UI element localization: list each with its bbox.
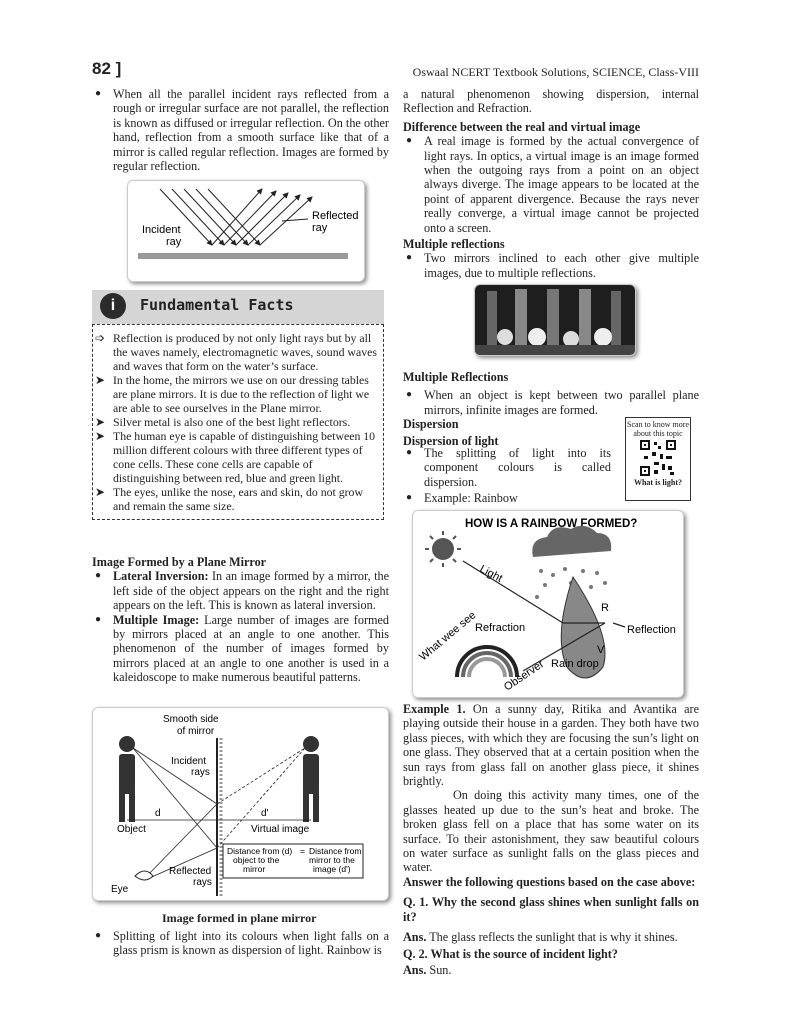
eye-label: Eye <box>111 884 129 895</box>
running-header: Oswaal NCERT Textbook Solutions, SCIENCE, Class-VIII <box>412 65 699 79</box>
question-1: Q. 1. Why the second glass shines when sunlight falls on it? <box>403 895 699 924</box>
right-column-top <box>403 87 699 280</box>
answer-1 <box>403 930 699 944</box>
what-we-see-label: What wee see <box>417 609 479 664</box>
qr-topic-label: What is light? <box>633 478 682 487</box>
page-number: 82 ] <box>92 59 122 78</box>
fundamental-facts-body <box>92 324 384 520</box>
rainbow-diagram <box>413 511 683 697</box>
fact-item: ➤ In the home, the mirrors we use on our dressing tables are plane mirrors. It is due to the reflection of light we are able to see ourselves in the Plane mirror. <box>107 373 379 415</box>
reflected-ray-label: ray <box>312 222 328 234</box>
continued-text: a natural phenomenon showing dispersion, internal Reflection and Refraction. <box>403 87 699 116</box>
multiple-image-item <box>92 613 389 685</box>
fact-item: ➤ The eyes, unlike the nose, ears and skin, do not grow and remain the same size. <box>107 485 379 513</box>
plane-mirror-diagram <box>93 708 388 900</box>
d-prime-label: d' <box>261 808 269 819</box>
question-2: Q. 2. What is the source of incident light? <box>403 946 618 961</box>
ans-text: Sun. <box>426 962 452 977</box>
rainbow-icon <box>457 647 517 677</box>
rainbow-figure <box>412 510 684 698</box>
plane-mirror-figure <box>92 707 389 901</box>
distance-text: Distance from (d) <box>227 846 293 856</box>
answer-heading: Answer the following questions based on the case above: <box>403 874 696 889</box>
reflection-label: Reflection <box>627 624 676 636</box>
parallel-mirrors-item: ● When an object is kept between two parallel plane mirrors, infinite images are formed. <box>403 388 699 417</box>
mirror-photo-image <box>475 285 635 355</box>
ans-text: The glass reflects the sunlight that is why it shines. <box>426 930 678 945</box>
dispersion-list <box>403 446 611 506</box>
term-label: Multiple Image: <box>113 612 200 627</box>
rays-label: rays <box>193 877 212 888</box>
lateral-inversion-item <box>92 569 389 612</box>
qr-code-box[interactable] <box>625 417 691 501</box>
fundamental-facts-box <box>92 290 384 520</box>
d-label: d <box>155 808 161 819</box>
object-label: Object <box>117 824 146 835</box>
dispersion-item: ● The splitting of light into its component colours is called dispersion. <box>403 446 611 489</box>
of-mirror-label: of mirror <box>177 726 215 737</box>
example-text: On a sunny day, Ritika and Avantika are playing outside their house in a garden. They both have two glass pieces, with which they are focusing the sun’s light on one glass. They observed that at a certain position when the sun rays from glass fall on another glass piece, it shines brightly. <box>403 702 699 789</box>
incident-ray-label: ray <box>166 236 182 248</box>
observer-label: Observer <box>501 658 547 694</box>
reflection-paragraph: ● When all the parallel incident rays reflected from a rough or irregular surface are not parallel, the reflection is known as diffused or irregular reflection. On the other hand, reflection from a smooth surface like that of a mirror is called regular reflection. Images are formed by regular reflection. <box>92 87 389 173</box>
term-label: Lateral Inversion: <box>113 569 209 584</box>
example-section <box>403 702 699 977</box>
example-paragraph-2: On doing this activity many times, one of the glasses heated up due to the sun’s heat and broke. The broken glass fell on a place that has some water on its surface. To their astonishment, they saw beautiful colours on water surface as sunlight falls on the glass pieces and water. <box>403 788 699 875</box>
left-column-top <box>92 87 389 173</box>
distance-text: mirror to the <box>309 855 355 865</box>
figure-caption: Image formed in plane mirror <box>162 911 317 925</box>
rays-label: rays <box>191 767 210 778</box>
section-heading: Multiple Reflections <box>403 370 509 384</box>
real-virtual-item: ● A real image is formed by the actual convergence of light rays. In optics, a virtual image is an image formed when the outgoing rays from a point on an object always diverge. The image appears to be located at the point of apparent divergence. Because the rays never really converge, a virtual image cannot be projected onto a screen. <box>403 134 699 235</box>
plane-mirror-section <box>92 555 389 685</box>
section-heading: Difference between the real and virtual image <box>403 119 641 134</box>
incident-label: Incident <box>142 224 181 236</box>
distance-text: mirror <box>243 864 266 874</box>
incident-label: Incident <box>171 756 207 767</box>
virtual-image-label: Virtual image <box>251 824 310 835</box>
v-label: V <box>597 644 605 656</box>
fact-item: ➤ Silver metal is also one of the best light reflectors. <box>107 415 379 429</box>
fact-item: ➩ Reflection is produced by not only light rays but by all the waves namely, electromagnetic waves, sound waves and waves that form on the water’s surface. <box>107 331 379 373</box>
reflected-label: Reflected <box>169 866 212 877</box>
equals-sign: = <box>300 846 305 856</box>
example-paragraph <box>403 702 699 788</box>
smooth-side-label: Smooth side <box>163 714 219 725</box>
distance-text: Distance from <box>309 846 362 856</box>
term-text: In an image formed by a mirror, the left side of the object appears on the right and the right appears on the left. This is known as lateral inversion. <box>113 569 389 613</box>
qr-caption: Scan to know more about this topic <box>627 420 689 438</box>
qr-code-icon[interactable] <box>640 440 676 476</box>
reflection-diagram <box>128 181 364 281</box>
fundamental-facts-title: Fundamental Facts <box>140 296 294 314</box>
distance-text: image (d') <box>313 864 351 874</box>
rainbow-example-item: ● Example: Rainbow <box>403 491 611 505</box>
section-heading: Dispersion <box>403 417 459 432</box>
cloud-icon <box>532 526 611 557</box>
answer-2 <box>403 963 699 977</box>
sun-icon <box>425 531 461 567</box>
reflected-label: Reflected <box>312 210 359 222</box>
mirror-photo <box>474 284 636 356</box>
rainbow-title: HOW IS A RAINBOW FORMED? <box>465 518 638 530</box>
section-heading: Multiple reflections <box>403 237 505 252</box>
left-column-bottom <box>92 929 389 958</box>
ans-label: Ans. <box>403 962 427 977</box>
reflection-figure <box>127 180 365 282</box>
fact-item: ➤ The human eye is capable of distinguishing between 10 million different colours with three different types of cone cells. These cone cells are capable of distinguishing between red, blue and green light. <box>107 429 379 485</box>
dispersion-paragraph: ● Splitting of light into its colours when light falls on a glass prism is known as dispersion of light. Rainbow is <box>92 929 389 958</box>
fundamental-facts-header <box>92 290 384 324</box>
section-heading: Dispersion of light <box>403 433 499 448</box>
r-label: R <box>601 602 609 614</box>
info-icon: i <box>100 293 126 319</box>
example-label: Example 1. <box>403 702 466 716</box>
multiple-reflections-item: ● Two mirrors inclined to each other give multiple images, due to multiple reflections. <box>403 251 699 280</box>
ans-label: Ans. <box>403 930 427 945</box>
distance-text: object to the <box>233 855 280 865</box>
term-text: Large number of images are formed by mirrors placed at an angle to one another. This phenomenon of the number of images formed by mirrors placed at an angle to one another is used in a kaleidoscope to make numerous beautiful patterns. <box>113 612 389 685</box>
raindrop-label: Rain drop <box>551 658 599 670</box>
refraction-label: Refraction <box>475 622 526 634</box>
light-label: Light <box>477 563 505 585</box>
section-heading: Image Formed by a Plane Mirror <box>92 555 267 569</box>
